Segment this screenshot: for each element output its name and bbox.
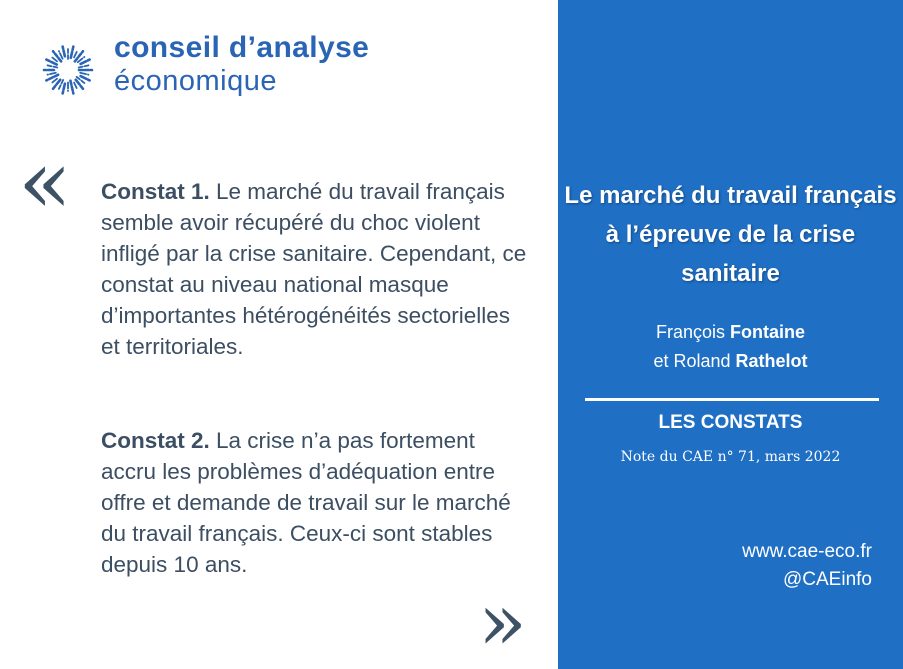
logo-ray [48, 73, 56, 75]
right-panel [558, 0, 903, 669]
constat-1-label: Constat 1. [101, 179, 210, 204]
authors [558, 318, 903, 376]
logo-ray [74, 83, 77, 89]
logo-ray [74, 51, 77, 57]
author-1-last: Fontaine [730, 322, 806, 342]
note-title: Le marché du travail français à l’épreuve de la crise sanitaire [564, 182, 897, 287]
logo-ray [81, 60, 90, 64]
author-1-first: François [655, 322, 725, 342]
logo-ray [70, 81, 73, 94]
contact-block [742, 538, 872, 594]
logo-ray [52, 57, 57, 61]
cae-logo-icon [38, 40, 98, 100]
open-quote-icon: « [18, 130, 62, 233]
section-label: LES CONSTATS [658, 412, 803, 433]
constat-2 [101, 425, 531, 580]
logo-ray [79, 65, 89, 67]
brand-line1: conseil d’analyse [114, 31, 370, 64]
divider [585, 398, 879, 401]
brand-line2: économique [114, 65, 277, 97]
logo-ray [81, 76, 90, 80]
author-2-last: Rathelot [735, 351, 808, 371]
constat-2-label: Constat 2. [101, 428, 210, 453]
brand-wordmark [114, 33, 369, 96]
note-reference: Note du CAE n° 71, mars 2022 [620, 449, 841, 465]
logo-ray [71, 47, 74, 58]
logo-ray [80, 73, 88, 75]
logo-ray [63, 84, 65, 94]
logo-ray [52, 79, 57, 83]
constat-2-text: La crise n’a pas fortement accru les problèmes d’adéquation entre offre et demande de travail sur le marché du travail français. Ceux-ci sont stables depuis 10 ans. [101, 428, 511, 577]
twitter-handle[interactable]: @CAEinfo [783, 569, 872, 590]
author-2-first: et Roland [653, 351, 731, 371]
logo-ray [63, 47, 65, 57]
logo-ray [48, 65, 58, 67]
website-link[interactable]: www.cae-eco.fr [742, 541, 872, 562]
close-quote-icon: » [478, 575, 517, 668]
constat-1-text: Le marché du travail français semble avoir récupéré du choc violent infligé par la crise sanitaire. Cependant, ce constat au niveau national masque d’importantes hétérogénéités sectorielles et territoriales. [101, 179, 527, 359]
constat-1 [101, 176, 531, 362]
